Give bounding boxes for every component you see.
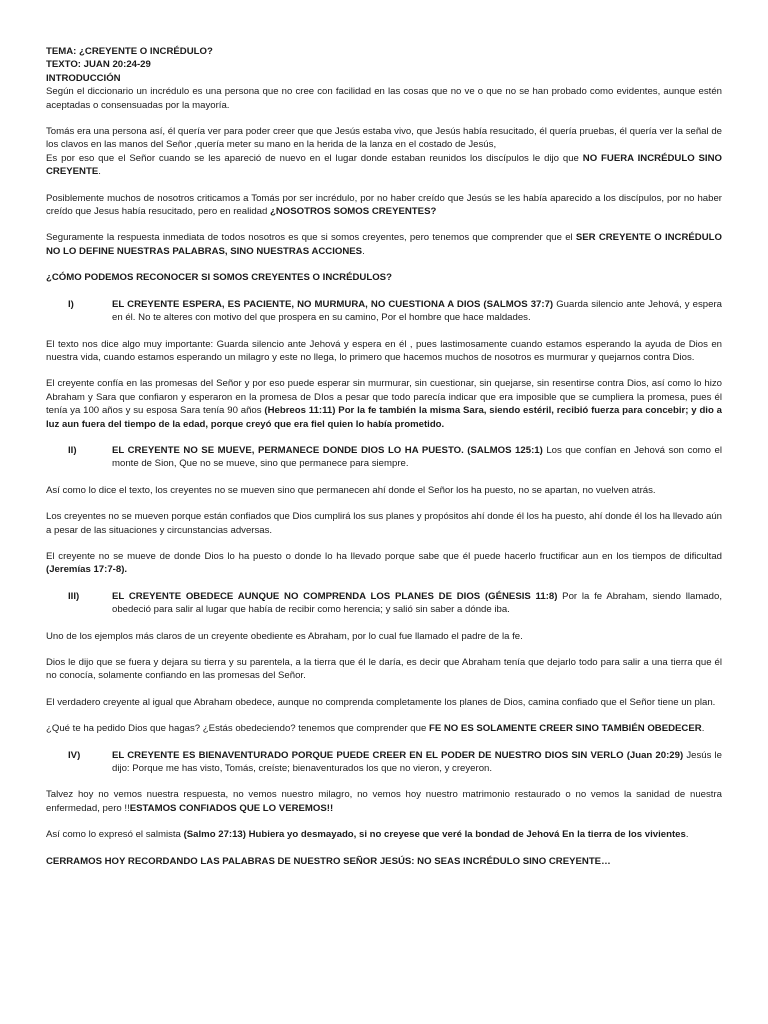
- miracle-bold: ESTAMOS CONFIADOS QUE LO VEREMOS!!: [129, 802, 334, 814]
- miracle-text: Talvez hoy no vemos nuestra respuesta, no vemos nuestro milagro, no vemos hoy nuestro matrimonio restaurado o no vemos la sanidad de nuestra enfermedad, pero !!: [46, 789, 722, 814]
- point-body: [112, 298, 722, 325]
- point-number: I): [68, 298, 74, 310]
- lord-appeared-bold: NO FUERA INCRÉDULO SINO CREYENTE: [46, 152, 722, 178]
- answer-paragraph: [46, 231, 722, 258]
- leave-land-paragraph: [46, 656, 722, 683]
- point-text: Guarda silencio ante Jehová, y espera en él. No te alteres con motivo del que prospera en su camino, Por el hombre que hace maldades.: [112, 298, 722, 324]
- point-text: Los que confían en Jehová son como el monte de Sion, Que no se mueve, sino que permanece para siempre.: [112, 444, 722, 470]
- fruitful-bold: (Jeremías 17:7-8).: [46, 564, 128, 576]
- criticize-text: Posiblemente muchos de nosotros criticamos a Tomás por ser incrédulo, por no haber creído que Jesús se les había aparecido a los discípulos, por no haber creído que Jesus había resucitado, pero en realidad: [46, 192, 722, 218]
- point-heading: EL CREYENTE OBEDECE AUNQUE NO COMPRENDA LOS PLANES DE DIOS (GÉNESIS 11:8): [112, 590, 558, 602]
- remain-text: Así como lo dice el texto, los creyentes no se mueven sino que permanecen ahí donde el Señor los ha puesto, no se apartan, no vuelven atrás.: [46, 484, 656, 496]
- wait-paragraph: [46, 338, 722, 365]
- obey-text: ¿Qué te ha pedido Dios que hagas? ¿Estás obedeciendo? tenemos que comprender que: [46, 723, 429, 735]
- point-4: [46, 749, 722, 776]
- fruitful-text: El creyente no se mueve de donde Dios lo ha puesto o donde lo ha llevado porque sabe que él puede hacerlo fructificar aun en los tiempos de dificultad: [46, 550, 722, 562]
- promise-paragraph: [46, 377, 722, 431]
- remain-paragraph: [46, 484, 722, 497]
- lord-appeared-end: .: [98, 166, 101, 178]
- psalmist-paragraph: [46, 828, 722, 841]
- psalmist-text: Así como lo expresó el salmista: [46, 829, 184, 841]
- point-3: [46, 590, 722, 617]
- criticize-paragraph: [46, 192, 722, 219]
- promise-text: El creyente confía en las promesas del Señor y por eso puede esperar sin murmurar, sin cuestionar, sin quejarse, sin resentirse contra Dios, así como lo hizo Abraham y Sara que confiaron y esperaron en la promesa de DIos a pesar que todo parecía indicar que era imposible que se cumpliera la promesa, pues él tenía ya 100 años y su esposa Sara tenía 90 años: [46, 378, 722, 417]
- answer-text: Seguramente la respuesta inmediata de todos nosotros es que si somos creyentes, pero tenemos que comprender que el: [46, 232, 576, 244]
- main-question: ¿CÓMO PODEMOS RECONOCER SI SOMOS CREYENTES O INCRÉDULOS?: [46, 272, 392, 284]
- promise-bold: (Hebreos 11:11) Por la fe también la misma Sara, siendo estéril, recibió fuerza para concebir; y dio a luz aun fuera del tiempo de la edad, porque creyó que era fiel quien lo había prometido.: [46, 405, 723, 430]
- introduction-heading: INTRODUCCIÓN: [46, 72, 121, 84]
- abraham-text: Uno de los ejemplos más claros de un creyente obediente es Abraham, por lo cual fue llamado el padre de la fe.: [46, 630, 523, 642]
- point-1: [46, 298, 722, 325]
- point-number: IV): [68, 749, 81, 761]
- point-body: [112, 749, 722, 776]
- confident-paragraph: [46, 510, 722, 537]
- sermon-scripture: TEXTO: JUAN 20:24-29: [46, 59, 151, 71]
- psalmist-end: .: [685, 829, 689, 841]
- obey-end: .: [701, 723, 705, 735]
- point-heading: EL CREYENTE ES BIENAVENTURADO PORQUE PUEDE CREER EN EL PODER DE NUESTRO DIOS SIN VERLO (Juan 20:29): [112, 749, 684, 761]
- lord-appeared-text: Es por eso que el Señor cuando se les apareció de nuevo en el lugar donde estaban reunidos los discípulos le dijo que: [46, 152, 583, 164]
- thomas-text: Tomás era una persona así, él quería ver para poder creer que que Jesús estaba vivo, que Jesús había resucitado, él quería pruebas, él quería ver la señal de los clavos en las manos del Señor ,quería meter su mano en la herida de la lanza en el costado de Jesús,: [46, 126, 722, 151]
- wait-text: El texto nos dice algo muy importante: Guarda silencio ante Jehová y espera en él , pues lastimosamente cuando estamos esperando la ayuda de Dios en nuestra vida, cuando estamos esperando un milagro y este no llega, lo primero que hacemos muchos de nosotros es murmurar y quejarnos contra Dios.: [46, 338, 722, 363]
- lord-appeared-paragraph: [46, 152, 722, 179]
- answer-bold: SER CREYENTE O INCRÉDULO NO LO DEFINE NUESTRAS PALABRAS, SINO NUESTRAS ACCIONES: [46, 232, 722, 257]
- point-number: III): [68, 590, 80, 602]
- true-believer-text: El verdadero creyente al igual que Abraham obedece, aunque no comprenda completamente los planes de Dios, camina confiado que el Señor tiene un plan.: [46, 696, 716, 708]
- point-body: [112, 590, 722, 617]
- point-number: II): [68, 444, 77, 456]
- leave-land-text: Dios le dijo que se fuera y dejara su tierra y su parentela, a la tierra que él le daría, es decir que Abraham tenía que dejarlo todo para salir a una tierra que él no conocía, solamente confiando en las promesas del Señor.: [46, 657, 722, 682]
- fruitful-paragraph: [46, 550, 722, 577]
- point-heading: EL CREYENTE ESPERA, ES PACIENTE, NO MURMURA, NO CUESTIONA A DIOS (SALMOS 37:7): [112, 298, 554, 310]
- psalmist-bold: (Salmo 27:13) Hubiera yo desmayado, si no creyese que veré la bondad de Jehová En la tierra de los vivientes: [183, 829, 686, 841]
- answer-end: .: [362, 245, 365, 257]
- closing-statement: CERRAMOS HOY RECORDANDO LAS PALABRAS DE NUESTRO SEÑOR JESÚS: NO SEAS INCRÉDULO SINO CREYENTE…: [46, 855, 611, 867]
- point-text: Jesús le dijo: Porque me has visto, Tomás, creíste; bienaventurados los que no vieron, y creyeron.: [112, 749, 722, 775]
- thomas-paragraph: [46, 125, 722, 152]
- point-2: [46, 444, 722, 471]
- criticize-bold: ¿NOSOTROS SOMOS CREYENTES?: [270, 206, 437, 218]
- point-body: [112, 444, 722, 471]
- true-believer-paragraph: [46, 696, 722, 709]
- confident-text: Los creyentes no se mueven porque están confiados que Dios cumplirá los sus planes y propósitos ahí donde él los ha puesto, ahí donde él los ha llevado aún a pesar de las situaciones y circunstancias adversas.: [46, 511, 722, 536]
- point-heading: EL CREYENTE NO SE MUEVE, PERMANECE DONDE DIOS LO HA PUESTO. (SALMOS 125:1): [112, 444, 543, 456]
- miracle-paragraph: [46, 788, 722, 815]
- document-page: [46, 45, 722, 868]
- obey-bold: FE NO ES SOLAMENTE CREER SINO TAMBIÉN OBEDECER: [428, 723, 702, 735]
- intro-paragraph: [46, 85, 722, 112]
- intro-text: Según el diccionario un incrédulo es una persona que no cree con facilidad en las cosas que no ve o que no se han probado como evidentes, aunque estén aceptadas o consensuadas por la mayoría.: [46, 86, 722, 111]
- sermon-topic: TEMA: ¿CREYENTE O INCRÉDULO?: [46, 46, 213, 57]
- obey-paragraph: [46, 722, 722, 735]
- abraham-paragraph: [46, 630, 722, 643]
- point-text: Por la fe Abraham, siendo llamado, obedeció para salir al lugar que había de recibir como herencia; y salió sin saber a dónde iba.: [112, 590, 722, 616]
